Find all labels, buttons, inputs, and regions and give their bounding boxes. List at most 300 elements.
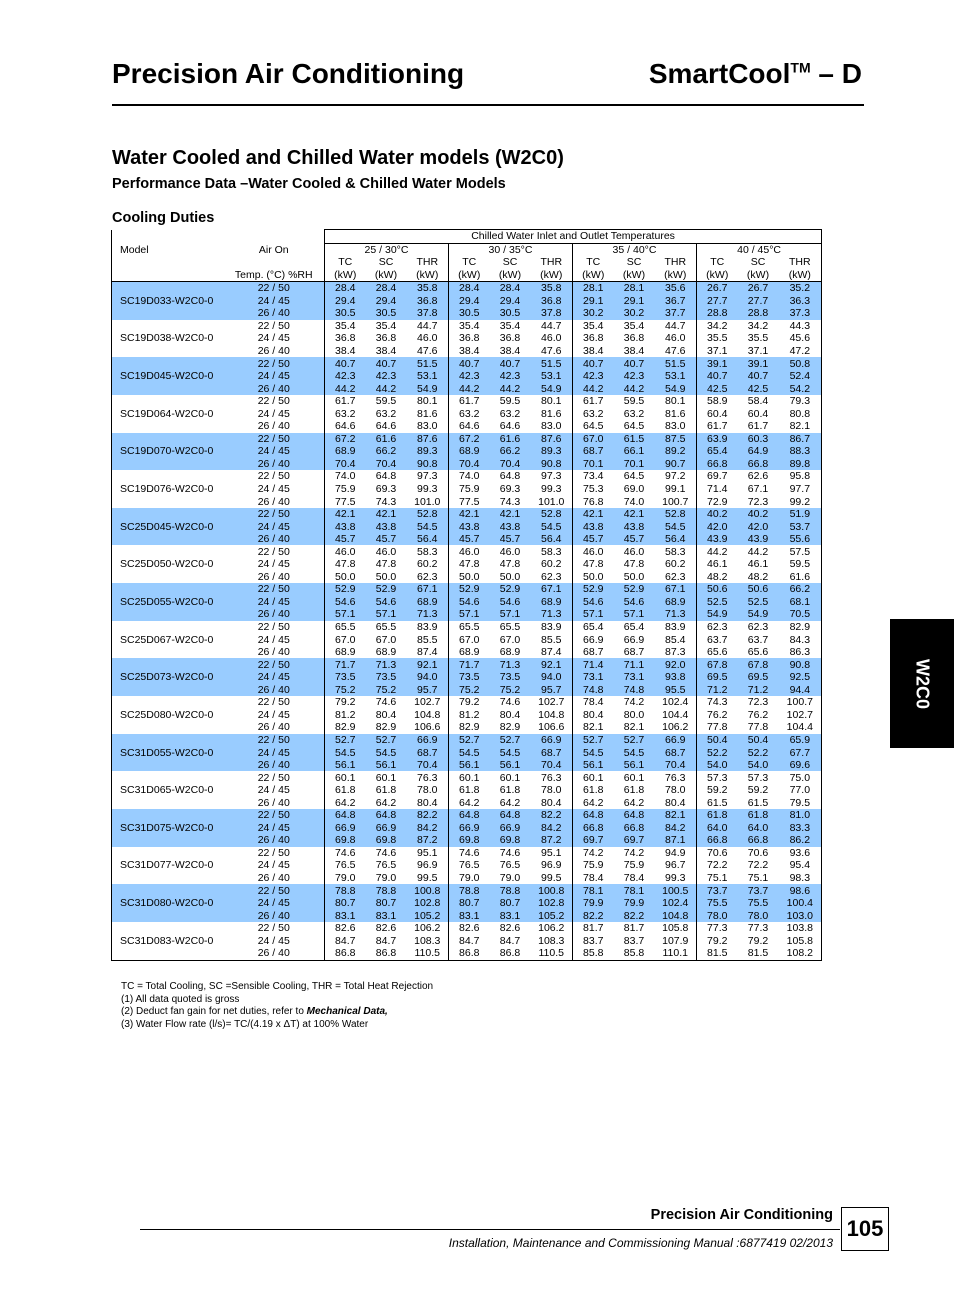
data-cell: 52.8 [531,508,573,521]
table-row [112,295,822,308]
data-cell: 70.4 [531,759,573,772]
air-on-value: 26 / 40 [224,834,325,847]
data-cell: 87.4 [541,646,562,659]
data-cell: 79.0 [325,872,366,885]
data-cell: 58.9 [697,395,738,408]
data-cell: 74.2 [623,696,645,709]
data-cell: 102.8 [531,897,573,910]
data-cell: 36.8 [325,332,366,345]
unit-label: (kW) [614,269,655,282]
data-cell: 64.8 [573,809,614,822]
data-cell: 80.4 [573,709,614,722]
data-cell: 51.5 [407,357,449,370]
data-cell: 35.6 [655,282,697,295]
data-cell: 37.8 [407,307,449,320]
air-on-value: 24 / 45 [224,596,325,609]
data-cell: 73.5 [449,671,490,684]
data-cell: 69.8 [366,834,407,847]
data-cell: 70.4 [449,458,490,471]
data-cell: 64.2 [623,796,645,809]
data-cell: 28.8 [738,307,779,320]
model-name [112,696,224,709]
data-cell: 43.8 [449,520,490,533]
data-cell: 35.4 [325,320,366,333]
data-cell: 67.1 [531,583,573,596]
data-cell: 42.3 [325,370,366,383]
model-name: SC25D067-W2C0-0 [112,633,224,646]
data-cell: 58.4 [747,395,769,408]
data-cell: 82.6 [449,922,490,935]
data-cell: 28.4 [366,282,407,295]
data-cell: 95.7 [407,684,449,697]
table-row [112,658,822,671]
data-cell: 73.1 [573,671,614,684]
data-cell: 104.4 [779,721,822,734]
table-row [112,495,822,508]
data-cell: 73.5 [366,671,407,684]
data-cell: 47.8 [325,558,366,571]
model-name [112,796,224,809]
data-cell: 100.7 [779,696,822,709]
data-cell: 70.1 [614,458,655,471]
air-on-value: 22 / 50 [257,771,290,784]
table-row [112,834,822,847]
data-cell: 42.3 [614,370,655,383]
air-on-value: 24 / 45 [224,520,325,533]
data-cell: 57.3 [747,771,769,784]
data-cell: 30.5 [490,307,531,320]
data-cell: 69.8 [449,834,490,847]
data-cell: 47.8 [573,558,614,571]
data-cell: 74.6 [499,696,521,709]
data-cell: 48.2 [697,571,738,584]
air-on-value: 22 / 50 [224,433,325,446]
data-cell: 36.8 [375,332,397,345]
data-cell: 57.1 [490,608,531,621]
data-cell: 52.9 [366,583,407,596]
footer-manual: Installation, Maintenance and Commissioning Manual :6877419 02/2013 [448,1236,833,1250]
data-cell: 36.3 [779,295,822,308]
data-cell: 77.5 [325,495,366,508]
data-cell: 71.3 [531,608,573,621]
data-cell: 67.8 [738,658,779,671]
table-row [112,433,822,446]
data-cell: 64.8 [499,470,521,483]
data-cell: 54.9 [407,382,449,395]
data-cell: 46.0 [623,545,645,558]
data-cell: 106.2 [662,721,689,734]
data-cell: 75.1 [697,872,738,885]
model-name: SC31D055-W2C0-0 [112,746,224,759]
data-cell: 83.1 [490,909,531,922]
table-row [112,458,822,471]
data-cell: 64.8 [614,809,655,822]
data-cell: 66.8 [697,458,738,471]
model-name: SC19D038-W2C0-0 [112,332,224,345]
data-cell: 64.2 [325,796,366,809]
data-cell: 52.2 [697,746,738,759]
data-cell: 52.9 [490,583,531,596]
data-cell: 44.2 [614,382,655,395]
section-tab-label: W2C0 [912,658,933,709]
data-cell: 37.1 [697,345,738,358]
data-cell: 61.8 [499,784,521,797]
data-cell: 64.6 [375,420,397,433]
data-cell: 84.2 [407,822,449,835]
data-cell: 52.9 [614,583,655,596]
data-cell: 54.9 [738,608,779,621]
data-cell: 66.9 [623,633,645,646]
data-cell: 50.6 [697,583,738,596]
air-on-value: 26 / 40 [257,871,290,884]
data-cell: 74.2 [623,846,645,859]
data-cell: 42.1 [490,508,531,521]
data-cell: 101.0 [538,495,565,508]
data-cell: 110.5 [531,947,573,960]
table-row [112,922,822,935]
data-cell: 45.7 [325,533,366,546]
data-cell: 52.9 [325,583,366,596]
data-cell: 79.0 [449,872,490,885]
notes [121,981,433,1031]
data-cell: 101.0 [414,495,441,508]
data-cell: 81.6 [417,407,438,420]
model-name [112,320,224,333]
data-cell: 58.3 [665,545,686,558]
data-cell: 54.5 [325,746,366,759]
data-cell: 100.8 [531,884,573,897]
data-cell: 75.9 [449,483,490,496]
data-cell: 78.8 [490,884,531,897]
air-on-value: 26 / 40 [224,684,325,697]
data-cell: 46.0 [541,332,562,345]
unit-label: (kW) [325,269,366,282]
model-name: SC25D073-W2C0-0 [112,671,224,684]
data-cell: 51.5 [655,357,697,370]
table-row [112,470,822,483]
data-cell: 36.8 [407,295,449,308]
data-cell: 60.2 [541,558,562,571]
data-cell: 85.4 [665,633,686,646]
unit-label: (kW) [531,269,573,282]
air-on-value: 22 / 50 [224,508,325,521]
data-cell: 38.4 [573,345,614,358]
air-on-value: 22 / 50 [224,809,325,822]
col-label: THR [540,256,563,269]
model-name: SC25D080-W2C0-0 [112,709,224,722]
data-cell: 46.0 [665,332,686,345]
data-cell: 81.7 [623,922,645,935]
model-name [112,909,224,922]
data-cell: 64.2 [499,796,521,809]
data-cell: 104.4 [662,708,689,721]
model-name: SC25D055-W2C0-0 [112,596,224,609]
model-name [112,771,224,784]
data-cell: 80.4 [499,708,521,721]
data-cell: 38.4 [623,345,645,357]
air-on-value: 26 / 40 [224,909,325,922]
data-cell: 61.7 [747,420,769,433]
data-cell: 90.7 [655,458,697,471]
data-cell: 82.9 [375,721,397,734]
table-row [112,671,822,684]
data-cell: 60.4 [747,407,769,420]
data-cell: 63.2 [573,407,614,420]
data-cell: 74.6 [375,696,397,709]
data-cell: 30.2 [614,307,655,320]
data-cell: 80.1 [417,395,438,408]
model-name [112,646,224,659]
table-row [112,759,822,772]
data-cell: 61.8 [449,784,490,797]
data-cell: 81.6 [541,407,562,420]
data-cell: 61.7 [449,395,490,408]
data-cell: 73.7 [738,884,779,897]
data-cell: 57.3 [697,771,738,784]
unit-label: (kW) [655,269,697,282]
data-cell: 56.4 [655,533,697,546]
note-1: (1) All data quoted is gross [121,993,240,1005]
data-cell: 35.5 [697,332,738,345]
data-cell: 82.6 [375,922,397,935]
data-cell: 43.8 [490,520,531,533]
data-cell: 80.7 [325,897,366,910]
col-label: TC [573,256,614,269]
data-cell: 37.8 [531,307,573,320]
data-cell: 39.1 [697,357,738,370]
data-cell: 92.1 [531,658,573,671]
data-cell: 75.5 [697,897,738,910]
data-cell: 102.4 [662,696,689,709]
air-on-value: 26 / 40 [257,495,290,508]
table-row [112,633,822,646]
data-cell: 60.2 [665,558,686,571]
data-cell: 52.8 [407,508,449,521]
data-cell: 68.9 [449,646,490,659]
data-cell: 74.0 [449,470,490,483]
air-on-value: 26 / 40 [257,420,290,433]
data-cell: 96.9 [541,859,562,872]
data-cell: 78.0 [697,909,738,922]
data-cell: 60.1 [325,771,366,784]
data-cell: 86.7 [779,433,822,446]
data-cell: 66.9 [531,734,573,747]
model-name: SC19D076-W2C0-0 [112,483,224,496]
data-cell: 78.4 [573,696,614,709]
data-cell: 65.5 [499,621,521,634]
data-cell: 45.7 [614,533,655,546]
data-cell: 35.8 [531,282,573,295]
data-cell: 74.6 [325,847,366,860]
data-cell: 54.6 [325,596,366,609]
data-cell: 54.6 [573,596,614,609]
data-cell: 60.1 [623,771,645,784]
cooling-duties-table [111,229,822,961]
data-cell: 100.4 [779,897,822,910]
data-cell: 74.8 [614,684,655,697]
data-cell: 79.9 [614,897,655,910]
data-cell: 67.0 [449,633,490,646]
data-cell: 69.7 [614,834,655,847]
data-cell: 61.5 [747,796,769,809]
data-cell: 29.4 [325,295,366,308]
data-cell: 82.9 [779,621,822,634]
data-cell: 67.0 [573,433,614,446]
air-on-value: 22 / 50 [224,282,325,295]
data-cell: 102.8 [407,897,449,910]
data-cell: 59.5 [375,395,397,408]
data-cell: 54.6 [490,596,531,609]
data-cell: 52.5 [738,596,779,609]
data-cell: 50.0 [449,571,490,584]
data-cell: 95.1 [417,846,438,859]
data-cell: 57.1 [573,608,614,621]
data-cell: 74.6 [375,846,397,859]
model-name: SC25D045-W2C0-0 [112,520,224,533]
data-cell: 106.6 [538,721,565,734]
data-cell: 72.2 [697,859,738,872]
air-on-value: 22 / 50 [257,922,290,935]
data-cell: 84.2 [531,822,573,835]
data-cell: 72.9 [697,495,738,508]
data-cell: 66.8 [614,822,655,835]
data-cell: 83.9 [665,621,686,634]
data-cell: 45.7 [449,533,490,546]
air-on-value: 26 / 40 [224,307,325,320]
product-name: SmartCool [648,58,791,89]
data-cell: 36.8 [531,295,573,308]
section-title: Water Cooled and Chilled Water models (W2C0) [112,147,564,169]
data-cell: 99.1 [665,483,686,496]
data-cell: 89.3 [531,445,573,458]
data-cell: 64.0 [697,822,738,835]
unit-label: (kW) [779,269,822,282]
data-cell: 54.6 [449,596,490,609]
data-cell: 79.2 [747,934,769,947]
data-cell: 43.8 [573,520,614,533]
data-cell: 54.5 [573,746,614,759]
air-on-value: 24 / 45 [257,407,290,420]
data-cell: 80.8 [779,407,822,420]
data-cell: 35.2 [779,282,822,295]
data-cell: 80.7 [490,897,531,910]
data-cell: 67.8 [697,658,738,671]
data-cell: 54.9 [655,382,697,395]
model-name [112,470,224,483]
unit-label: (kW) [407,269,449,282]
data-cell: 86.3 [779,646,822,659]
air-on-value: 24 / 45 [257,332,290,345]
data-cell: 89.2 [655,445,697,458]
data-cell: 45.6 [779,332,822,345]
data-cell: 81.6 [665,407,686,420]
data-cell: 42.1 [614,508,655,521]
data-cell: 82.9 [499,721,521,734]
data-cell: 40.7 [449,357,490,370]
data-cell: 69.8 [325,834,366,847]
data-cell: 77.3 [697,922,738,935]
data-cell: 107.9 [662,934,689,947]
data-cell: 80.0 [623,708,645,721]
data-cell: 45.7 [573,533,614,546]
data-cell: 82.2 [407,809,449,822]
temp-group-header: 25 / 30°C [325,243,449,256]
data-cell: 84.7 [449,934,490,947]
data-cell: 65.5 [449,621,490,634]
data-cell: 86.8 [366,947,407,960]
data-cell: 63.2 [375,407,397,420]
data-cell: 52.9 [573,583,614,596]
model-name [112,759,224,772]
data-cell: 35.4 [375,319,397,332]
data-cell: 108.2 [779,947,822,960]
data-cell: 92.5 [779,671,822,684]
data-cell: 37.3 [779,307,822,320]
data-cell: 47.6 [541,345,562,357]
data-cell: 69.3 [499,483,521,496]
data-cell: 42.1 [573,508,614,521]
data-cell: 64.2 [449,796,490,809]
model-name [112,734,224,747]
footer-divider [140,1229,840,1230]
table-row [112,734,822,747]
air-on-value: 26 / 40 [224,947,325,960]
data-cell: 60.4 [697,407,738,420]
air-on-value: 26 / 40 [257,345,290,357]
data-cell: 86.8 [490,947,531,960]
data-cell: 87.3 [665,646,686,659]
data-cell: 42.3 [449,370,490,383]
data-cell: 46.1 [747,558,769,571]
data-cell: 82.9 [449,721,490,734]
data-cell: 47.6 [665,345,686,357]
data-cell: 64.8 [366,809,407,822]
model-name [112,533,224,546]
data-cell: 56.1 [490,759,531,772]
data-cell: 68.7 [407,746,449,759]
data-cell: 68.7 [655,746,697,759]
data-cell: 81.2 [325,709,366,722]
data-cell: 53.1 [407,370,449,383]
data-cell: 84.2 [655,822,697,835]
data-cell: 108.3 [538,934,565,947]
data-cell: 42.3 [490,370,531,383]
data-cell: 78.0 [541,784,562,797]
table-row [112,445,822,458]
data-cell: 94.4 [779,684,822,697]
data-cell: 99.5 [541,871,562,884]
data-cell: 63.2 [499,407,521,420]
col-label: TC [325,256,366,269]
table-row [112,558,822,571]
col-label: THR [779,256,822,269]
data-cell: 76.2 [697,709,738,722]
data-cell: 36.8 [449,332,490,345]
model-name [112,571,224,584]
data-cell: 69.5 [738,671,779,684]
data-cell: 47.8 [449,558,490,571]
data-cell: 75.9 [573,859,614,872]
model-header: Model [112,243,224,256]
air-on-value: 24 / 45 [257,784,290,797]
data-cell: 94.0 [407,671,449,684]
data-cell: 66.8 [697,834,738,847]
data-cell: 68.7 [531,746,573,759]
data-cell: 68.9 [531,596,573,609]
data-cell: 90.8 [407,458,449,471]
col-label: THR [416,256,439,269]
footer-title: Precision Air Conditioning [650,1207,833,1223]
